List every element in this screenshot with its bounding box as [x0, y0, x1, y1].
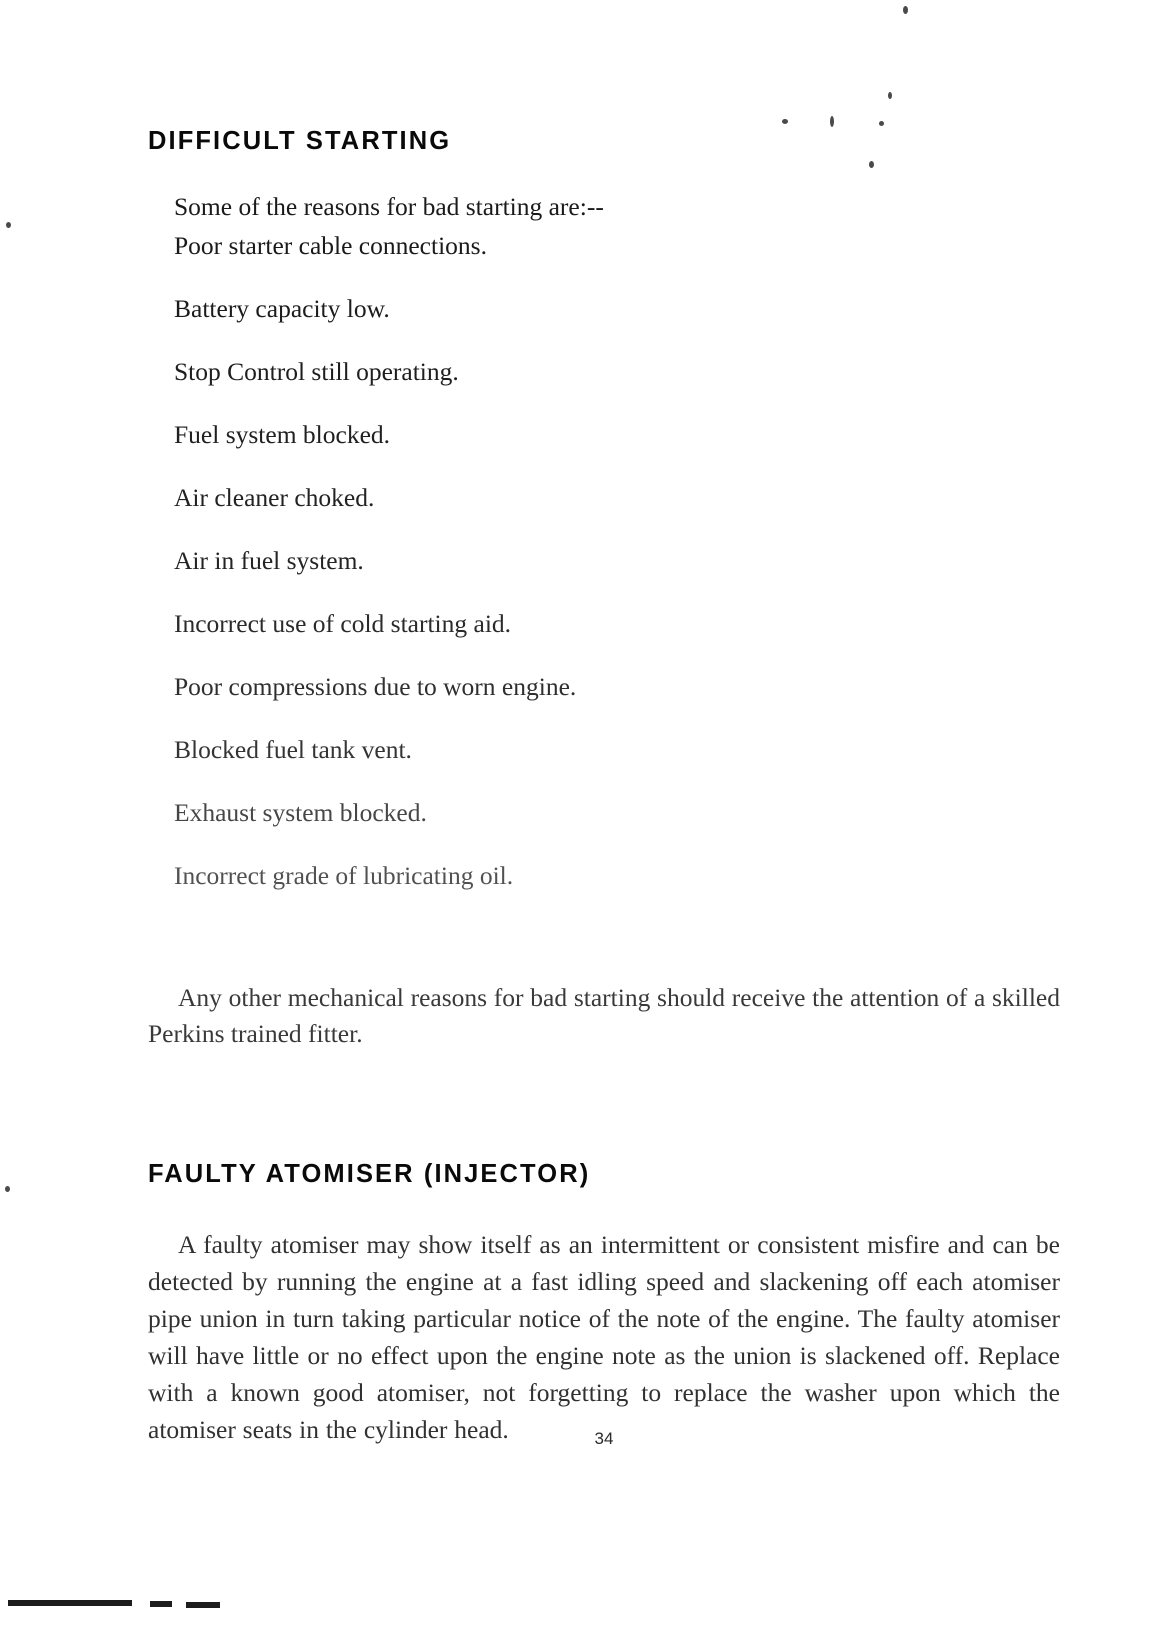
section-heading-difficult-starting: DIFFICULT STARTING [148, 127, 452, 156]
list-item: Fuel system blocked. [174, 420, 391, 449]
list-item: Battery capacity low. [174, 294, 390, 323]
list-item: Incorrect grade of lubricating oil. [174, 861, 514, 890]
difficult-starting-lead-text: Some of the reasons for bad starting are:-- [174, 191, 604, 221]
paragraph-text: Any other mechanical reasons for bad starting should receive the attention of a skilled Perkins trained fitter. [148, 982, 1060, 1048]
scan-speck [830, 116, 834, 127]
difficult-starting-closing-paragraph [148, 980, 1060, 1052]
list-item: Poor compressions due to worn engine. [174, 672, 577, 701]
scan-edge-line [186, 1602, 220, 1608]
paragraph-text: A faulty atomiser may show itself as an intermittent or consistent misfire and can be detected by running the engine at a fast idling speed and slackening off each atomiser pipe union in turn taking particular notice of the note of the engine. The faulty atomiser will have little or no effect upon the engine note as the union is slackened off. Replace with a known good atomiser, not forgetting to replace the washer upon which the atomiser seats in the cylinder head. [148, 1229, 1060, 1444]
list-item: Air cleaner choked. [174, 483, 375, 512]
faulty-atomiser-body-paragraph [148, 1226, 1060, 1448]
scan-speck [903, 6, 908, 14]
list-item: Stop Control still operating. [174, 357, 459, 386]
scan-speck [6, 222, 11, 228]
scan-speck [5, 1186, 10, 1192]
section-heading-faulty-atomiser: FAULTY ATOMISER (INJECTOR) [148, 1160, 591, 1189]
scan-speck [869, 161, 874, 168]
list-item: Poor starter cable connections. [174, 231, 487, 260]
page-number: 34 [594, 1429, 614, 1448]
scan-edge-line [8, 1600, 132, 1606]
list-item: Blocked fuel tank vent. [174, 735, 412, 764]
list-item: Exhaust system blocked. [174, 798, 427, 827]
scan-edge-line [150, 1601, 172, 1607]
scan-speck [888, 92, 892, 99]
list-item: Air in fuel system. [174, 546, 364, 575]
scan-speck [782, 119, 788, 124]
scan-speck [879, 121, 884, 126]
difficult-starting-reason-list [174, 231, 576, 924]
list-item: Incorrect use of cold starting aid. [174, 609, 512, 638]
